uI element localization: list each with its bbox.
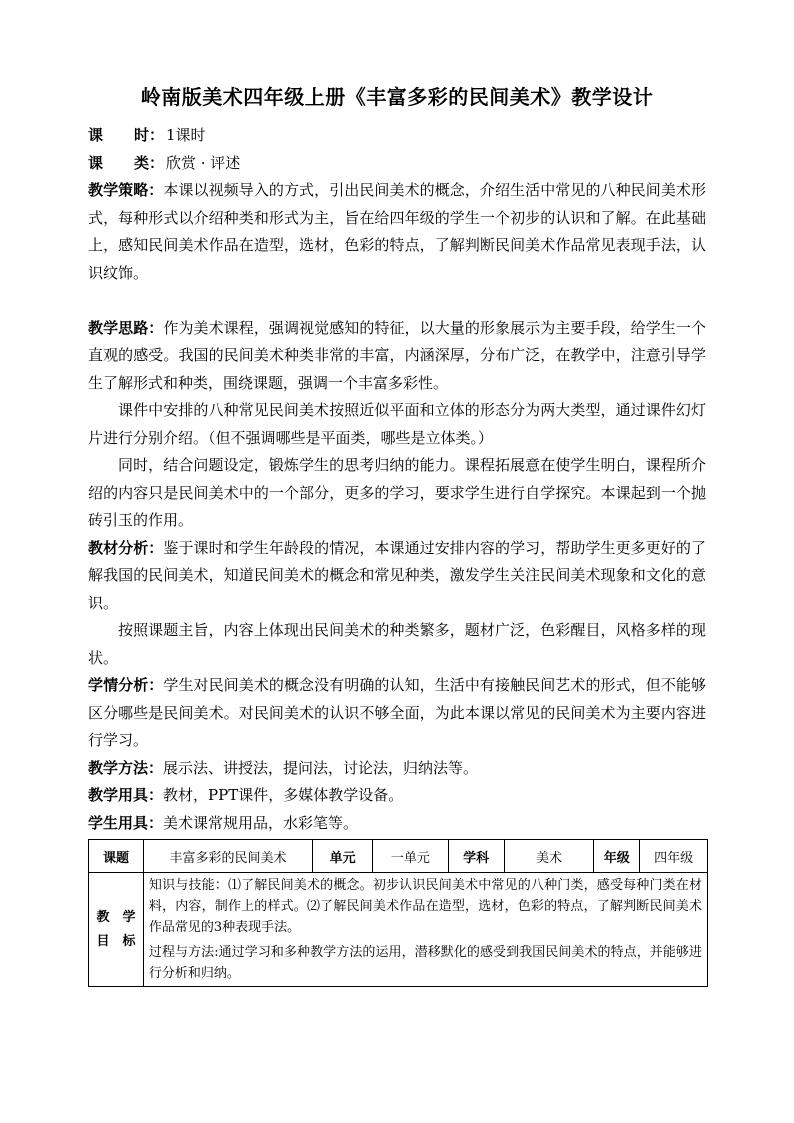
student-tools-paragraph <box>88 810 706 838</box>
material-text: 鉴于课时和学生年龄段的情况，本课通过安排内容的学习，帮助学生更多更好的了解我国的民间美术，知道民间美术的概念和常见种类，激发学生关注民间美术现象和文化的意识。 <box>88 538 706 612</box>
method-label: 教学方法： <box>88 758 164 777</box>
goal-process: 过程与方法:通过学习和多种教学方法的运用，潜移默化的感受到我国民间美术的特点，并能够进行分析和归纳。 <box>148 945 702 981</box>
grade-header: 年级 <box>594 840 640 873</box>
student-tools-label: 学生用具： <box>88 813 164 832</box>
method-paragraph <box>88 755 706 783</box>
tools-paragraph <box>88 782 706 810</box>
spacer <box>88 287 706 315</box>
type-value: 欣赏 · 评述 <box>166 153 241 172</box>
student-label: 学情分析： <box>88 676 164 694</box>
method-text: 展示法、讲授法，提问法，讨论法，归纳法等。 <box>163 758 479 777</box>
period-label: 课 时： <box>88 126 165 144</box>
student-tools-text: 美术课常规用品，水彩笔等。 <box>163 813 359 832</box>
unit-header: 单元 <box>313 840 373 873</box>
topic-value: 丰富多彩的民间美术 <box>143 840 312 873</box>
lesson-info-table <box>88 839 708 987</box>
thinking-paragraph <box>88 315 706 398</box>
meta-period <box>88 122 706 150</box>
thinking-paragraph-2: 课件中安排的八种常见民间美术按照近似平面和立体的形态分为两大类型，通过课件幻灯片进行分别介绍。（但不强调哪些是平面类，哪些是立体类。） <box>88 401 706 447</box>
goal-row <box>89 873 708 987</box>
period-value: 1课时 <box>166 126 206 144</box>
unit-value: 一单元 <box>373 840 449 873</box>
strategy-paragraph <box>88 177 706 287</box>
thinking-paragraph-3: 同时，结合问题设定，锻炼学生的思考归纳的能力。课程拓展意在使学生明白，课程所介绍的内容只是民间美术中的一个部分，更多的学习，要求学生进行自学探究。本课起到一个抛砖引玉的作用。 <box>88 456 706 529</box>
strategy-text: 本课以视频导入的方式，引出民间美术的概念，介绍生活中常见的八种民间美术形式，每种形式以介绍种类和形式为主，旨在给四年级的学生一个初步的认识和了解。在此基础上，感知民间美术作品在造型，选材，色彩的特点，了解判断民间美术作品常见表现手法，认识纹饰。 <box>88 181 706 282</box>
table-header-row <box>89 840 708 873</box>
subject-value: 美术 <box>504 840 594 873</box>
document-page <box>88 84 706 987</box>
thinking-text: 作为美术课程，强调视觉感知的特征，以大量的形象展示为主要手段，给学生一个直观的感受。我国的民间美术种类非常的丰富，内涵深厚，分布广泛，在教学中，注意引导学生了解形式和种类，围绕课题，强调一个丰富多彩性。 <box>88 318 706 392</box>
topic-header: 课题 <box>89 840 144 873</box>
strategy-label: 教学策略： <box>88 181 164 199</box>
material-label: 教材分析： <box>88 538 164 557</box>
goal-knowledge: 知识与技能：⑴了解民间美术的概念。初步认识民间美术中常见的八种门类，感受每种门类在材料，内容，制作上的样式。⑵了解民间美术作品在造型，选材，色彩的特点，了解判断民间美术作品常见的3种表现手法。 <box>148 878 702 935</box>
material-paragraph <box>88 535 706 618</box>
meta-type <box>88 150 706 178</box>
grade-value: 四年级 <box>640 840 708 873</box>
type-label: 课 类： <box>88 153 165 172</box>
tools-text: 教材，PPT课件，多媒体教学设备。 <box>163 786 404 804</box>
tools-label: 教学用具： <box>88 786 164 804</box>
subject-header: 学科 <box>448 840 504 873</box>
material-paragraph-2: 按照课题主旨，内容上体现出民间美术的种类繁多，题材广泛，色彩醒目，风格多样的现状。 <box>88 621 706 667</box>
student-paragraph <box>88 672 706 755</box>
student-text: 学生对民间美术的概念没有明确的认知，生活中有接触民间艺术的形式，但不能够区分哪些是民间美术。对民间美术的认识不够全面，为此本课以常见的民间美术为主要内容进行学习。 <box>88 676 706 749</box>
goal-label: 教 学 目 标 <box>89 873 144 987</box>
document-title: 岭南版美术四年级上册《丰富多彩的民间美术》教学设计 <box>140 85 654 109</box>
thinking-label: 教学思路： <box>88 318 164 337</box>
goal-content <box>143 873 707 987</box>
